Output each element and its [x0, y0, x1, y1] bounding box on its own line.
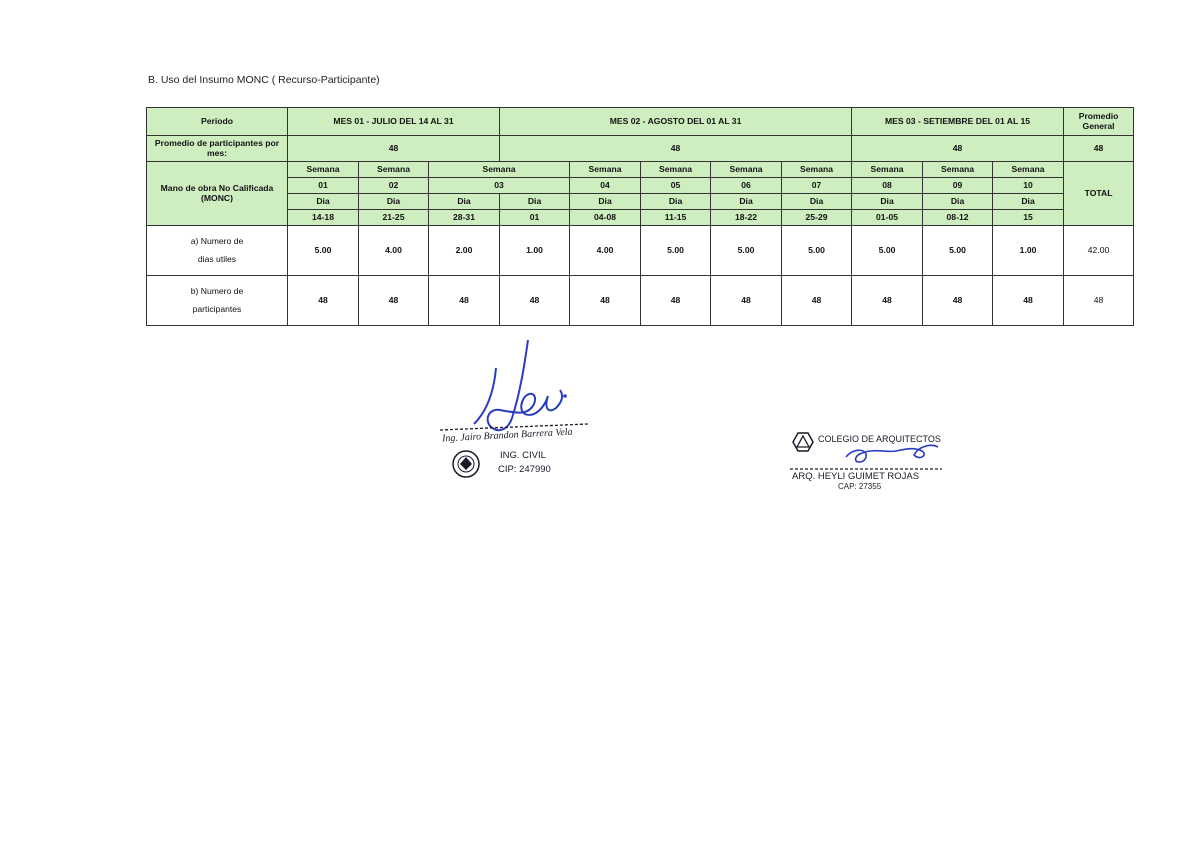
monc-table: [146, 107, 1134, 326]
data-cell: 5.00: [641, 226, 711, 276]
dia-label: Dia: [923, 194, 993, 210]
data-cell: 5.00: [782, 226, 852, 276]
dia-label: Dia: [288, 194, 359, 210]
row-label: [147, 226, 288, 276]
week-number: 10: [993, 178, 1064, 194]
data-cell: 48: [993, 276, 1064, 326]
row-label-line-1: b) Numero de: [190, 285, 244, 296]
semana-label: Semana: [852, 162, 923, 178]
data-cell: 48: [641, 276, 711, 326]
semana-label: Semana: [782, 162, 852, 178]
data-cell: 48: [852, 276, 923, 326]
data-cell: 5.00: [711, 226, 782, 276]
dia-label: Dia: [359, 194, 429, 210]
day-range: 11-15: [641, 210, 711, 226]
header-row: [147, 108, 1134, 136]
data-cell: 1.00: [993, 226, 1064, 276]
data-cell: 48: [711, 276, 782, 326]
data-cell: 48: [288, 276, 359, 326]
signature-engineer: [438, 338, 598, 488]
promedio-row: [147, 136, 1134, 162]
week-number: 05: [641, 178, 711, 194]
promedio-general-value: 48: [1064, 136, 1134, 162]
day-range: 01: [500, 210, 570, 226]
row-label-line-1: a) Numero de: [190, 235, 244, 246]
total-cell: 42.00: [1064, 226, 1134, 276]
data-cell: 48: [782, 276, 852, 326]
semana-label: Semana: [641, 162, 711, 178]
week-number: 03: [429, 178, 570, 194]
row-label: [147, 276, 288, 326]
engineer-name: Ing. Jairo Brandon Barrera Vela: [441, 426, 573, 445]
day-range: 15: [993, 210, 1064, 226]
semana-label: Semana: [288, 162, 359, 178]
semana-label: Semana: [923, 162, 993, 178]
data-cell: 48: [429, 276, 500, 326]
semana-label: Semana: [570, 162, 641, 178]
month-2-avg: 48: [500, 136, 852, 162]
promedio-participantes-label: Promedio de participantes por mes:: [147, 136, 288, 162]
semana-label: Semana: [429, 162, 570, 178]
week-number-row: [147, 178, 1134, 194]
data-cell: 4.00: [570, 226, 641, 276]
month-2-header: MES 02 - AGOSTO DEL 01 AL 31: [500, 108, 852, 136]
week-number: 04: [570, 178, 641, 194]
signature-architect: [788, 425, 948, 500]
data-cell: 48: [500, 276, 570, 326]
row-label-line-2: dias utiles: [197, 253, 237, 264]
week-number: 06: [711, 178, 782, 194]
day-range: 08-12: [923, 210, 993, 226]
total-cell: 48: [1064, 276, 1134, 326]
dia-label: Dia: [500, 194, 570, 210]
day-range: 01-05: [852, 210, 923, 226]
row-label-line-2: participantes: [192, 303, 242, 314]
monc-label: Mano de obra No Calificada (MONC): [147, 162, 288, 226]
architect-org: COLEGIO DE ARQUITECTOS: [818, 434, 941, 444]
semana-row: [147, 162, 1134, 178]
dia-label: Dia: [711, 194, 782, 210]
day-range: 21-25: [359, 210, 429, 226]
dia-label: Dia: [782, 194, 852, 210]
engineer-cip: CIP: 247990: [498, 464, 551, 475]
data-cell: 1.00: [500, 226, 570, 276]
engineer-title: ING. CIVIL: [500, 450, 546, 461]
architect-name: ARQ. HEYLI GUIMET ROJAS: [792, 471, 920, 482]
promedio-general-header: Promedio General: [1064, 108, 1134, 136]
week-number: 07: [782, 178, 852, 194]
month-1-avg: 48: [288, 136, 500, 162]
participantes-row: [147, 276, 1134, 326]
month-1-header: MES 01 - JULIO DEL 14 AL 31: [288, 108, 500, 136]
data-cell: 5.00: [852, 226, 923, 276]
data-cell: 48: [359, 276, 429, 326]
week-number: 08: [852, 178, 923, 194]
data-cell: 5.00: [288, 226, 359, 276]
dia-label: Dia: [993, 194, 1064, 210]
dia-label: Dia: [429, 194, 500, 210]
day-range-row: [147, 210, 1134, 226]
month-3-header: MES 03 - SETIEMBRE DEL 01 AL 15: [852, 108, 1064, 136]
semana-label: Semana: [711, 162, 782, 178]
day-range: 28-31: [429, 210, 500, 226]
semana-label: Semana: [993, 162, 1064, 178]
day-range: 04-08: [570, 210, 641, 226]
dia-label: Dia: [570, 194, 641, 210]
dias-utiles-row: [147, 226, 1134, 276]
day-range: 18-22: [711, 210, 782, 226]
semana-label: Semana: [359, 162, 429, 178]
day-range: 14-18: [288, 210, 359, 226]
week-number: 01: [288, 178, 359, 194]
total-label: TOTAL: [1064, 162, 1134, 226]
dia-label: Dia: [641, 194, 711, 210]
periodo-header: Periodo: [147, 108, 288, 136]
data-cell: 48: [923, 276, 993, 326]
section-title: B. Uso del Insumo MONC ( Recurso-Participante): [148, 74, 380, 86]
week-number: 02: [359, 178, 429, 194]
month-3-avg: 48: [852, 136, 1064, 162]
day-range: 25-29: [782, 210, 852, 226]
architect-cap: CAP: 27355: [838, 482, 882, 491]
data-cell: 48: [570, 276, 641, 326]
dia-row: [147, 194, 1134, 210]
week-number: 09: [923, 178, 993, 194]
dia-label: Dia: [852, 194, 923, 210]
data-cell: 5.00: [923, 226, 993, 276]
data-cell: 2.00: [429, 226, 500, 276]
data-cell: 4.00: [359, 226, 429, 276]
